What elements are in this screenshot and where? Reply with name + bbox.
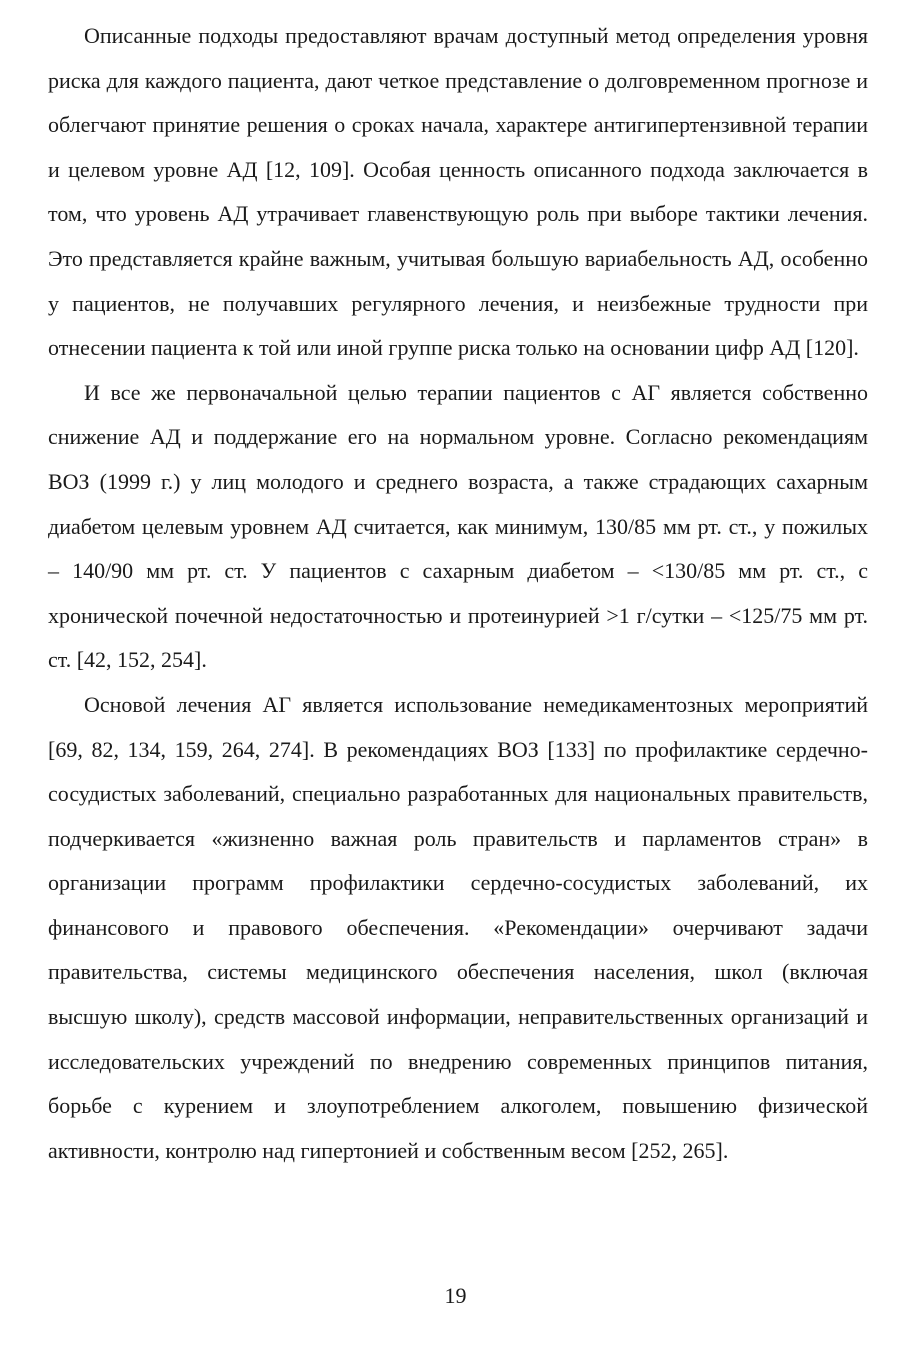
paragraph-1: Описанные подходы предоставляют врачам доступный метод определения уровня риска для каждого пациента, дают четкое представление о долговременном прогнозе и облегчают принятие решения о сроках начала, характере антигипертензивной терапии и целевом уровне АД [12, 109]. Особая ценность описанного подхода заключается в том, что уровень АД утрачивает главенствующую роль при выборе тактики лечения. Это представляется крайне важным, учитывая большую вариабельность АД, особенно у пациентов, не получавших регулярного лечения, и неизбежные трудности при отнесении пациента к той или иной группе риска только на основании цифр АД [120]. — [48, 23, 868, 361]
paragraph-3: Основой лечения АГ является использование немедикаментозных мероприятий [69, 82, 134, 159, 264, 274]. В рекомендациях ВОЗ [133] по профилактике сердечно-сосудистых заболеваний, специально разработанных для национальных правительств, подчеркивается «жизненно важная роль правительств и парламентов стран» в организации программ профилактики сердечно-сосудистых заболеваний, их финансового и правового обеспечения. «Рекомендации» очерчивают задачи правительства, системы медицинского обеспечения населения, школ (включая высшую школу), средств массовой информации, неправительственных организаций и исследовательских учреждений по внедрению современных принципов питания, борьбе с курением и злоупотреблением алкоголем, повышению физической активности, контролю над гипертонией и собственным весом [252, 265]. — [48, 691, 868, 1163]
page-number: 19 — [444, 1283, 467, 1308]
paragraph-2: И все же первоначальной целью терапии пациентов с АГ является собственно снижение АД и поддержание его на нормальном уровне. Согласно рекомендациям ВОЗ (1999 г.) у лиц молодого и среднего возраста, а также страдающих сахарным диабетом целевым уровнем АД считается, как минимум, 130/85 мм рт. ст., у пожилых – 140/90 мм рт. ст. У пациентов с сахарным диабетом – <130/85 мм рт. ст., с хронической почечной недостаточностью и протеинурией >1 г/сутки – <125/75 мм рт. ст. [42, 152, 254]. — [48, 379, 868, 673]
body-text — [48, 14, 868, 1173]
